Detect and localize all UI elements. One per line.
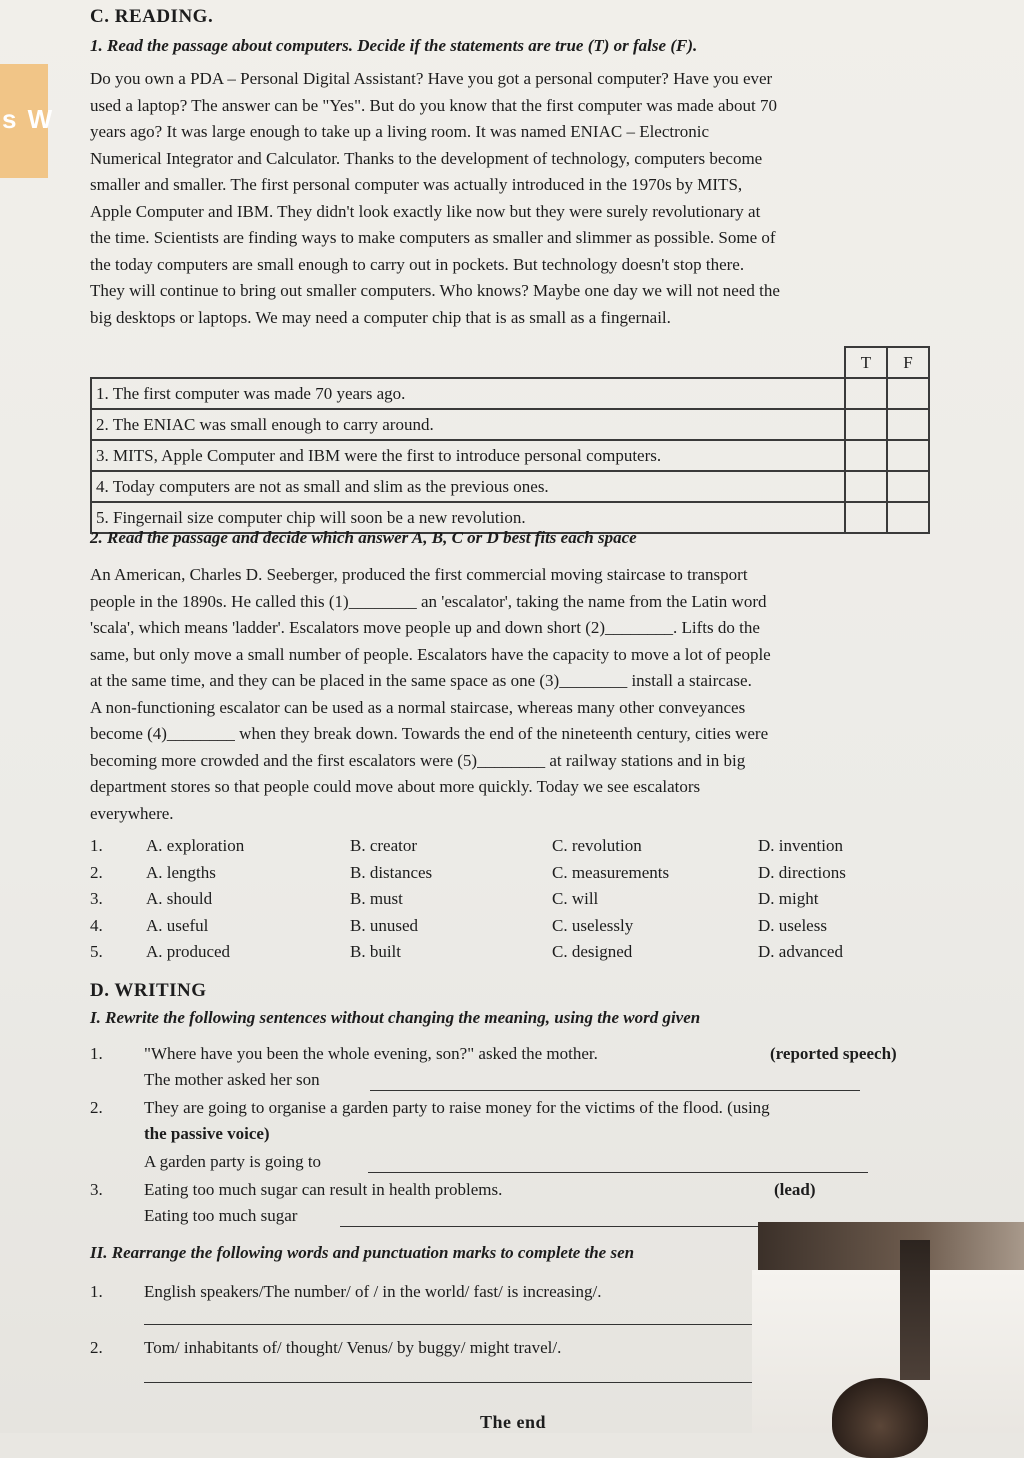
option-number: 4.	[90, 916, 103, 935]
photo-ceiling-beam	[758, 1222, 1024, 1270]
answer-options	[90, 836, 940, 976]
item-sentence: Eating too much sugar can result in health problems.	[144, 1180, 503, 1199]
false-answer-cell[interactable]	[887, 502, 929, 533]
option-b[interactable]: B. unused	[350, 916, 418, 935]
passage-line: Apple Computer and IBM. They didn't look exactly like now but they were surely revolutionary at	[90, 201, 761, 221]
true-answer-cell[interactable]	[845, 409, 887, 440]
item-number: 3.	[90, 1180, 103, 1199]
passage-line: become (4)________ when they break down. Towards the end of the nineteenth century, cities were	[90, 724, 769, 743]
option-c[interactable]: C. designed	[552, 942, 633, 961]
passage-line: everywhere.	[90, 803, 174, 823]
item-number: 1.	[90, 1282, 103, 1301]
option-c[interactable]: C. will	[552, 889, 599, 908]
option-row	[90, 836, 940, 862]
passage-line: used a laptop? The answer can be "Yes". But do you know that the first computer was made about 70	[90, 95, 777, 115]
passage-line: A non-functioning escalator can be used as a normal staircase, whereas many other conveyances	[90, 697, 746, 717]
passage-line: people in the 1890s. He called this (1)________ an 'escalator', taking the name from the Latin word	[90, 591, 767, 611]
true-answer-cell[interactable]	[845, 440, 887, 471]
passage-line: department stores so that people could move about more quickly. Today we see escalators	[90, 777, 701, 796]
passage-line: An American, Charles D. Seeberger, produced the first commercial moving staircase to transport	[90, 565, 748, 584]
reading-heading: C. READING.	[90, 6, 214, 27]
passage-escalator	[90, 562, 942, 827]
option-row	[90, 889, 940, 915]
option-row	[90, 942, 940, 968]
writing-task-2: II. Rearrange the following words and punctuation marks to complete the sen	[90, 1243, 635, 1262]
reading-task-1: 1. Read the passage about computers. Decide if the statements are true (T) or false (F).	[90, 36, 698, 55]
item-sentence: They are going to organise a garden party to raise money for the victims of the flood. (using	[144, 1098, 770, 1117]
option-d[interactable]: D. directions	[758, 863, 846, 882]
passage-line: same, but only move a small number of people. Escalators have the capacity to move a lot of people	[90, 644, 771, 664]
option-c[interactable]: C. uselessly	[552, 916, 634, 935]
table-header-spacer	[91, 347, 845, 378]
answer-line[interactable]	[144, 1306, 844, 1325]
table-header-row	[91, 347, 929, 378]
item-hint: (lead)	[774, 1180, 816, 1199]
passage-line: years ago? It was large enough to take up a living room. It was named ENIAC – Electronic	[90, 122, 710, 141]
passage-line: Numerical Integrator and Calculator. Thanks to the development of technology, computers become	[90, 148, 763, 168]
reading-task-2: 2. Read the passage and decide which answer A, B, C or D best fits each space	[90, 528, 637, 547]
passage-line: at the same time, and they can be placed in the same space as one (3)________ install a staircase.	[90, 671, 752, 690]
item-number: 2.	[90, 1098, 103, 1117]
option-a[interactable]: A. useful	[146, 916, 209, 935]
photo-post	[900, 1240, 930, 1380]
item-words: Tom/ inhabitants of/ thought/ Venus/ by buggy/ might travel/.	[144, 1338, 562, 1357]
false-answer-cell[interactable]	[887, 378, 929, 409]
item-number: 1.	[90, 1044, 103, 1063]
item-start: Eating too much sugar	[144, 1206, 298, 1225]
the-end-footer: The end	[480, 1412, 547, 1432]
statement-cell: 3. MITS, Apple Computer and IBM were the first to introduce personal computers.	[91, 440, 845, 471]
item-start: A garden party is going to	[144, 1152, 322, 1171]
answer-line[interactable]	[368, 1152, 868, 1173]
header-true: T	[845, 347, 887, 378]
true-answer-cell[interactable]	[845, 471, 887, 502]
option-a[interactable]: A. produced	[146, 942, 231, 961]
option-d[interactable]: D. useless	[758, 916, 827, 935]
false-answer-cell[interactable]	[887, 409, 929, 440]
writing-heading: D. WRITING	[90, 980, 207, 1001]
true-false-table	[90, 346, 930, 534]
table-row	[91, 409, 929, 440]
passage-line: smaller and smaller. The first personal computer was actually introduced in the 1970s by MITS,	[90, 175, 743, 194]
option-b[interactable]: B. built	[350, 942, 402, 961]
false-answer-cell[interactable]	[887, 471, 929, 502]
true-answer-cell[interactable]	[845, 502, 887, 533]
option-d[interactable]: D. might	[758, 889, 819, 908]
option-number: 2.	[90, 863, 103, 882]
option-a[interactable]: A. exploration	[146, 836, 245, 855]
option-c[interactable]: C. measurements	[552, 863, 670, 882]
statement-cell: 4. Today computers are not as small and slim as the previous ones.	[91, 471, 845, 502]
header-false: F	[887, 347, 929, 378]
table-row	[91, 378, 929, 409]
option-b[interactable]: B. distances	[350, 863, 433, 882]
option-b[interactable]: B. creator	[350, 836, 418, 855]
option-row	[90, 916, 940, 942]
answer-line[interactable]	[370, 1070, 860, 1091]
option-row	[90, 863, 940, 889]
item-number: 2.	[90, 1338, 103, 1357]
item-sentence: "Where have you been the whole evening, son?" asked the mother.	[144, 1044, 598, 1063]
person-head-photo	[832, 1378, 928, 1458]
option-number: 1.	[90, 836, 103, 855]
item-words: English speakers/The number/ of / in the world/ fast/ is increasing/.	[144, 1282, 602, 1301]
statement-cell: 1. The first computer was made 70 years ago.	[91, 378, 845, 409]
option-d[interactable]: D. invention	[758, 836, 843, 855]
item-hint: the passive voice)	[144, 1124, 270, 1143]
passage-line: Do you own a PDA – Personal Digital Assistant? Have you got a personal computer? Have you ever	[90, 69, 773, 88]
passage-computers	[90, 66, 942, 331]
passage-line: 'scala', which means 'ladder'. Escalators move people up and down short (2)________. Lifts do the	[90, 618, 760, 637]
item-hint: (reported speech)	[770, 1044, 897, 1063]
option-a[interactable]: A. should	[146, 889, 213, 908]
writing-task-1: I. Rewrite the following sentences without changing the meaning, using the word given	[90, 1008, 701, 1027]
true-answer-cell[interactable]	[845, 378, 887, 409]
passage-line: They will continue to bring out smaller computers. Who knows? Maybe one day we will not need the	[90, 281, 780, 300]
false-answer-cell[interactable]	[887, 440, 929, 471]
option-number: 3.	[90, 889, 103, 908]
option-c[interactable]: C. revolution	[552, 836, 642, 855]
left-edge-text: s W	[2, 104, 55, 134]
statement-cell: 2. The ENIAC was small enough to carry around.	[91, 409, 845, 440]
statement-cell: 5. Fingernail size computer chip will soon be a new revolution.	[91, 502, 845, 533]
table-row	[91, 471, 929, 502]
passage-line: the time. Scientists are finding ways to make computers as smaller and slimmer as possible. Some of	[90, 228, 776, 247]
answer-line[interactable]	[144, 1364, 844, 1383]
option-b[interactable]: B. must	[350, 889, 403, 908]
passage-line: big desktops or laptops. We may need a computer chip that is as small as a fingernail.	[90, 307, 671, 327]
passage-line: the today computers are small enough to carry out in pockets. But technology doesn't stop there.	[90, 254, 745, 274]
passage-line: becoming more crowded and the first escalators were (5)________ at railway stations and in big	[90, 750, 746, 770]
item-start: The mother asked her son	[144, 1070, 320, 1089]
option-a[interactable]: A. lengths	[146, 863, 216, 882]
option-number: 5.	[90, 942, 103, 961]
option-d[interactable]: D. advanced	[758, 942, 843, 961]
table-row	[91, 440, 929, 471]
